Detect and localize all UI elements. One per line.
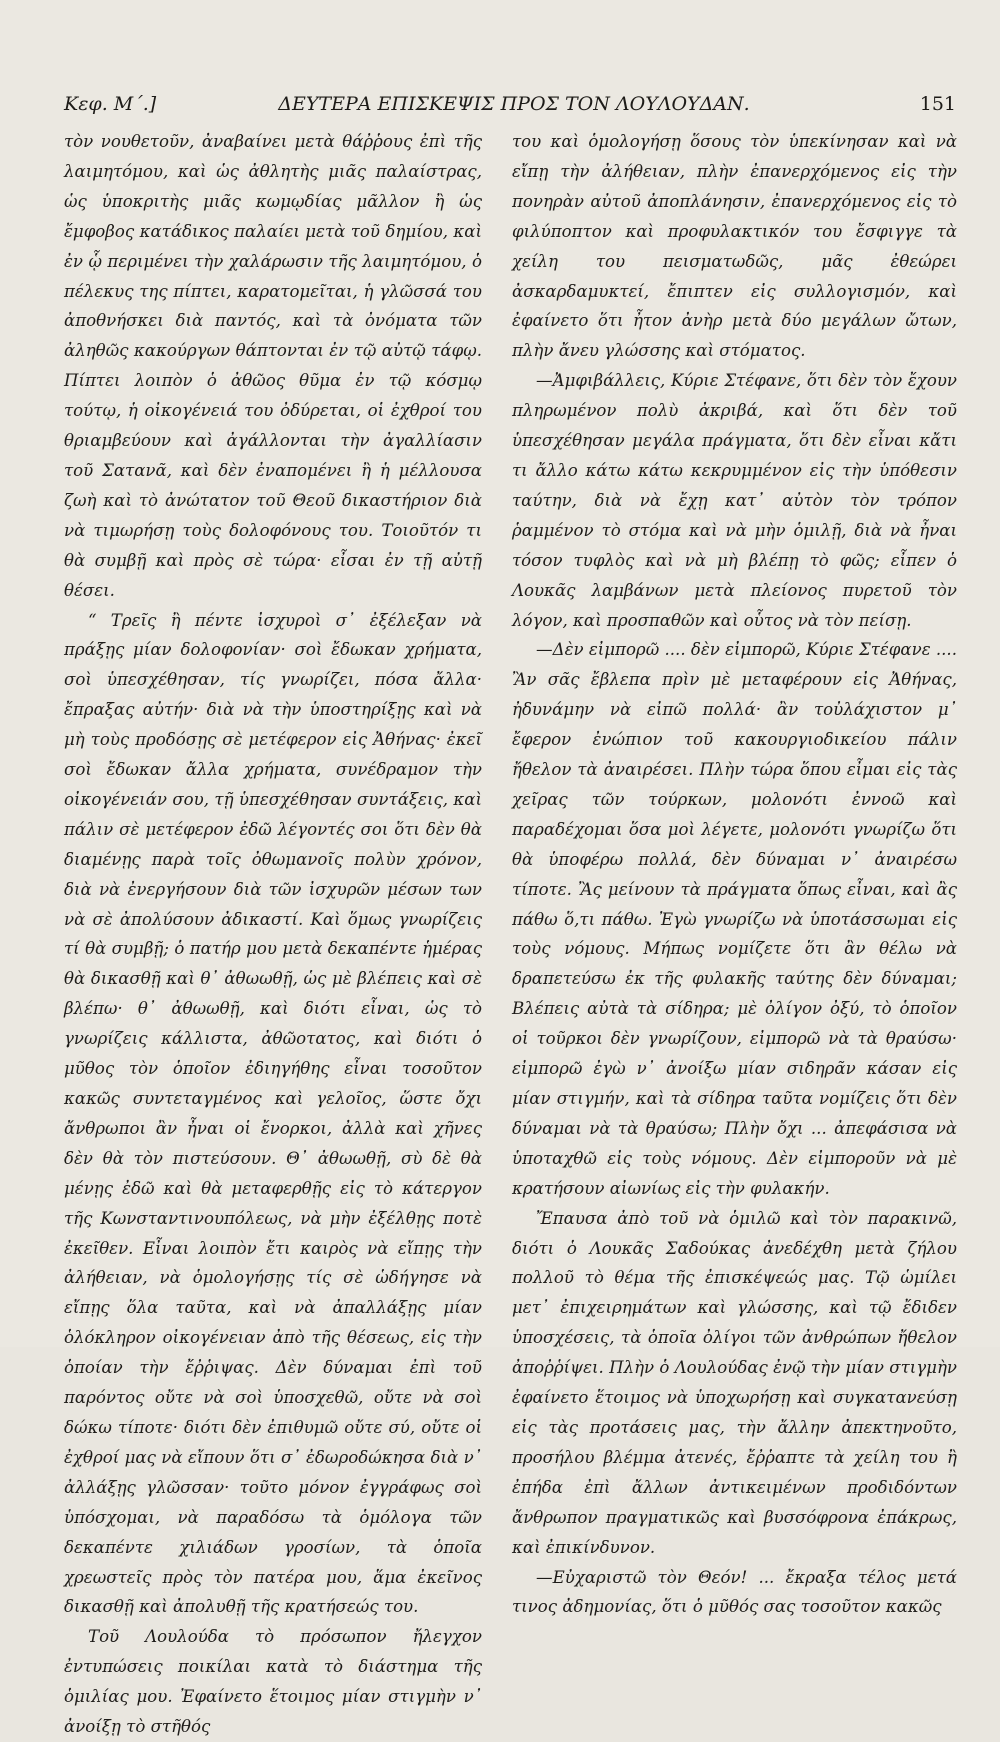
right-column — [512, 127, 957, 1622]
paragraph: Ἔπαυσα ἀπὸ τοῦ νὰ ὁμιλῶ καὶ τὸν παρακινῶ, διότι ὁ Λουκᾶς Σαδούκας ἀνεδέχθη μετὰ ζήλου πολλοῦ τὸ θέμα τῆς ἐπισκέψεώς μας. Τῷ ὡμίλει μετ᾽ ἐπιχειρημάτων καὶ γλώσσης, καὶ τῷ ἔδιδεν ὑποσχέσεις, τὰ ὁποῖα ὀλίγοι τῶν ἀνθρώπων ἤθελον ἀποῤῥίψει. Πλὴν ὁ Λουλούδας ἐνῷ τὴν μίαν στιγμὴν ἐφαίνετο ἕτοιμος νὰ ὑποχωρήσῃ καὶ συγκατανεύσῃ εἰς τὰς προτάσεις μας, τὴν ἄλλην ἀπεκτηνοῦτο, προσήλου βλέμμα ἀτενές, ἔῤῥαπτε τὰ χείλη του ἢ ἐπήδα ἐπὶ ἄλλων ἀντικειμένων προδιδόντων ἄνθρωπον πραγματικῶς καὶ βυσσόφρονα ἐπάκρως, καὶ ἐπικίνδυνον. — [512, 1208, 957, 1557]
left-column — [64, 127, 482, 1742]
paragraph: “ Τρεῖς ἢ πέντε ἰσχυροὶ σ᾽ ἐξέλεξαν νὰ πράξῃς μίαν δολοφονίαν· σοὶ ἔδωκαν χρήματα, σοὶ ὑπεσχέθησαν, τίς γνωρίζει, πόσα ἄλλα· ἔπραξας αὐτήν· διὰ νὰ τὴν ὑποστηρίξῃς καὶ νὰ μὴ τοὺς προδόσῃς σὲ μετέφερον εἰς Ἀθήνας· ἐκεῖ σοὶ ἔδωκαν ἄλλα χρήματα, συνέδραμον τὴν οἰκογένειάν σου, τῇ ὑπεσχέθησαν συντάξεις, καὶ πάλιν σὲ μετέφερον ἐδῶ λέγοντές σοι ὅτι δὲν θὰ διαμένῃς παρὰ τοῖς ὀθωμανοῖς πολὺν χρόνον, διὰ νὰ ἐνεργήσουν διὰ τῶν ἰσχυρῶν μέσων των νὰ σὲ ἀπολύσουν ἀδικαστί. Καὶ ὅμως γνωρίζεις τί θὰ συμβῇ; ὁ πατήρ μου μετὰ δεκαπέντε ἡμέρας θὰ δικασθῇ καὶ θ᾽ ἀθωωθῇ, ὡς μὲ βλέπεις καὶ σὲ βλέπω· θ᾽ ἀθωωθῇ, καὶ διότι εἶναι, ὡς τὸ γνωρίζεις κάλλιστα, ἀθῶοτατος, καὶ διότι ὁ μῦθος τὸν ὁποῖον ἐδιηγήθης εἶναι τοσοῦτον κακῶς συντεταγμένος καὶ γελοῖος, ὥστε ὄχι ἄνθρωποι ἂν ἦναι οἱ ἔνορκοι, ἀλλὰ καὶ χῆνες δὲν θὰ τὸν πιστεύσουν. Θ᾽ ἀθωωθῇ, σὺ δὲ θὰ μένῃς ἐδῶ καὶ θὰ μεταφερθῇς εἰς τὸ κάτεργον τῆς Κωνσταντινουπόλεως, νὰ μὴν ἐξέλθῃς ποτὲ ἐκεῖθεν. Εἶναι λοιπὸν ἔτι καιρὸς νὰ εἴπῃς τὴν ἀλήθειαν, νὰ ὁμολογήσῃς τίς σὲ ὡδήγησε νὰ εἴπῃς ὅλα ταῦτα, καὶ νὰ ἀπαλλάξῃς μίαν ὁλόκληρον οἰκογένειαν ἀπὸ τῆς θέσεως, εἰς τὴν ὁποίαν τὴν ἔῤῥιψας. Δὲν δύναμαι ἐπὶ τοῦ παρόντος οὔτε νὰ σοὶ ὑποσχεθῶ, οὔτε νὰ σοὶ δώκω τίποτε· διότι δὲν ἐπιθυμῶ οὔτε σύ, οὔτε οἱ ἐχθροί μας νὰ εἴπουν ὅτι σ᾽ ἐδωροδώκησα διὰ ν᾽ ἀλλάξῃς γλῶσσαν· τοῦτο μόνον ἐγγράφως σοὶ ὑπόσχομαι, νὰ παραδόσω τὰ ὁμόλογα τῶν δεκαπέντε χιλιάδων γροσίων, τὰ ὁποῖα χρεωστεῖς πρὸς τὸν πατέρα μου, ἅμα ἐκεῖνος δικασθῇ καὶ ἀπολυθῇ τῆς κρατήσεώς του. — [64, 610, 482, 1617]
page-number: 151 — [919, 93, 956, 115]
paragraph: —Δὲν εἰμπορῶ .... δὲν εἰμπορῶ, Κύριε Στέφανε .... Ἂν σᾶς ἔβλεπα πρὶν μὲ μεταφέρουν εἰς Ἀθήνας, ἠδυνάμην νὰ εἰπῶ πολλά· ἂν τοὐλάχιστον μ᾽ ἔφερον ἐνώπιον τοῦ κακουργιοδικείου πάλιν ἤθελον τὰ ἀναιρέσει. Πλὴν τώρα ὅπου εἶμαι εἰς τὰς χεῖρας τῶν τούρκων, μολονότι ἐννοῶ καὶ παραδέχομαι ὅσα μοὶ λέγετε, μολονότι γνωρίζω ὅτι θὰ ὑποφέρω πολλά, δὲν δύναμαι ν᾽ ἀναιρέσω τίποτε. Ἂς μείνουν τὰ πράγματα ὅπως εἶναι, καὶ ἂς πάθω ὅ,τι πάθω. Ἐγὼ γνωρίζω νὰ ὑποτάσσωμαι εἰς τοὺς νόμους. Μήπως νομίζετε ὅτι ἂν θέλω νὰ δραπετεύσω ἐκ τῆς φυλακῆς ταύτης δὲν δύναμαι; Βλέπεις αὐτὰ τὰ σίδηρα; μὲ ὀλίγον ὀξύ, τὸ ὁποῖον οἱ τοῦρκοι δὲν γνωρίζουν, εἰμπορῶ νὰ τὰ θραύσω· εἰμπορῶ ἐγὼ ν᾽ ἀνοίξω μίαν σιδηρᾶν κάσαν εἰς μίαν στιγμήν, καὶ τὰ σίδηρα ταῦτα νομίζεις ὅτι δὲν δύναμαι νὰ τὰ θραύσω; Πλὴν ὄχι ... ἀπεφάσισα νὰ ὑποταχθῶ εἰς τοὺς νόμους. Δὲν εἰμποροῦν νὰ μὲ κρατήσουν αἰωνίως εἰς τὴν φυλακήν. — [512, 640, 957, 1198]
paragraph: —Ἀμφιβάλλεις, Κύριε Στέφανε, ὅτι δὲν τὸν ἔχουν πληρωμένον πολὺ ἀκριβά, καὶ ὅτι δὲν τοῦ ὑπεσχέθησαν μεγάλα πράγματα, ὅτι δὲν εἶναι κἄτι τι ἄλλο κάτω κάτω κεκρυμμένον εἰς τὴν ὑπόθεσιν ταύτην, διὰ νὰ ἔχῃ κατ᾽ αὐτὸν τὸν τρόπον ῥαμμένον τὸ στόμα καὶ νὰ μὴν ὁμιλῇ, διὰ νὰ ἦναι τόσον τυφλὸς καὶ νὰ μὴ βλέπῃ τὸ φῶς; εἶπεν ὁ Λουκᾶς λαμβάνων μετὰ πλείονος πυρετοῦ τὸν λόγον, καὶ προσπαθῶν καὶ οὗτος νὰ τὸν πείσῃ. — [512, 371, 957, 630]
running-title: ΔΕΥΤΕΡΑ ΕΠΙΣΚΕΨΙΣ ΠΡΟΣ ΤΟΝ ΛΟΥΛΟΥΔΑΝ. — [278, 93, 750, 115]
running-header — [64, 93, 956, 121]
paragraph: τὸν νουθετοῦν, ἀναβαίνει μετὰ θάῤῥους ἐπὶ τῆς λαιμητόμου, καὶ ὡς ἀθλητὴς μιᾶς παλαίστρας, ὡς ὑποκριτὴς μιᾶς κωμῳδίας μᾶλλον ἢ ὡς ἔμφοβος κατάδικος παλαίει μετὰ τοῦ δημίου, καὶ ἐν ᾧ περιμένει τὴν χαλάρωσιν τῆς λαιμητόμου, ὁ πέλεκυς της πίπτει, καρατομεῖται, ἡ γλῶσσά του ἀποθνήσκει διὰ παντός, καὶ τὰ ὀνόματα τῶν ἀληθῶς κακούργων θάπτονται ἐν τῷ αὐτῷ τάφῳ. Πίπτει λοιπὸν ὁ ἀθῶος θῦμα ἐν τῷ κόσμῳ τούτῳ, ἡ οἰκογένειά του ὀδύρεται, οἱ ἐχθροί του θριαμβεύουν καὶ ἀγάλλονται τὴν ἀγαλλίασιν τοῦ Σατανᾶ, καὶ δὲν ἐναπομένει ἢ ἡ μέλλουσα ζωὴ καὶ τὸ ἀνώτατον τοῦ Θεοῦ δικαστήριον διὰ νὰ τιμωρήσῃ τοὺς δολοφόνους του. Τοιοῦτόν τι θὰ συμβῇ καὶ πρὸς σὲ τώρα· εἶσαι ἐν τῇ αὐτῇ θέσει. — [64, 132, 482, 600]
chapter-label: Κεφ. Μ΄.] — [64, 93, 157, 115]
paragraph: του καὶ ὁμολογήσῃ ὅσους τὸν ὑπεκίνησαν καὶ νὰ εἴπῃ τὴν ἀλήθειαν, πλὴν ἐπανερχόμενος εἰς τὴν πονηρὰν αὐτοῦ ἀποπλάνησιν, ἐπανερχόμενος εἰς τὸ φιλύποπτον καὶ προφυλακτικόν του ἔσφιγγε τὰ χείλη του πεισματωδῶς, μᾶς ἐθεώρει ἀσκαρδαμυκτεί, ἔπιπτεν εἰς συλλογισμόν, καὶ ἐφαίνετο ὅτι ἦτον ἀνὴρ μετὰ δύο μεγάλων ὤτων, πλὴν ἄνευ γλώσσης καὶ στόματος. — [512, 132, 957, 361]
paragraph: —Εὐχαριστῶ τὸν Θεόν! ... ἔκραξα τέλος μετά τινος ἀδημονίας, ὅτι ὁ μῦθός σας τοσοῦτον κακῶς — [512, 1567, 957, 1617]
paragraph: Τοῦ Λουλούδα τὸ πρόσωπον ἤλεγχον ἐντυπώσεις ποικίλαι κατὰ τὸ διάστημα τῆς ὁμιλίας μου. Ἐφαίνετο ἕτοιμος μίαν στιγμὴν ν᾽ ἀνοίξῃ τὸ στῆθός — [64, 1627, 482, 1737]
